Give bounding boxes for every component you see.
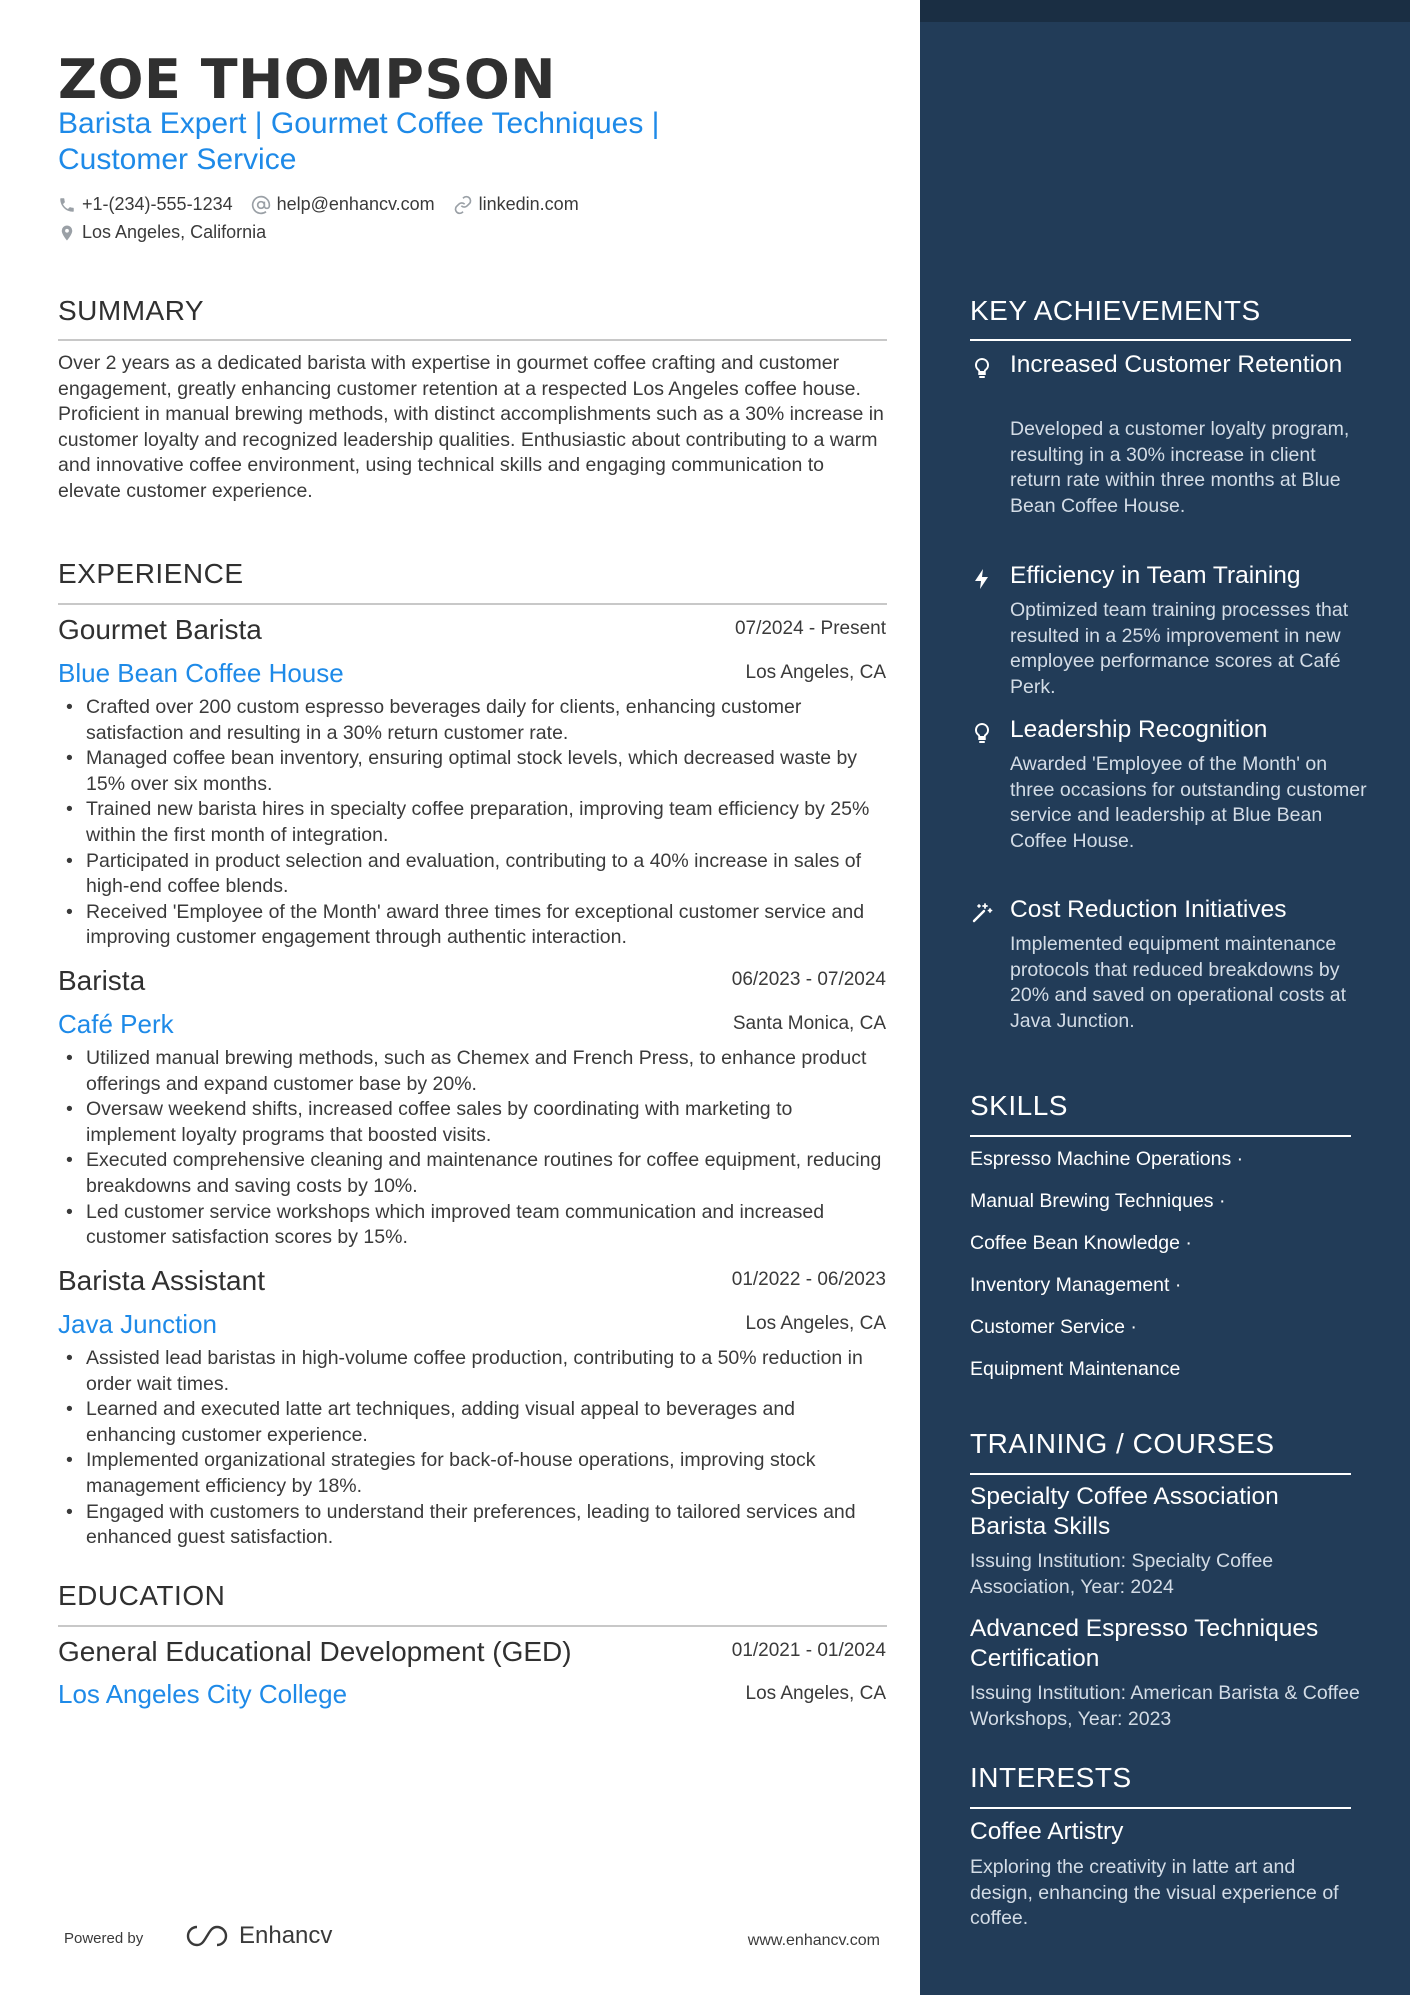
achievement-item: [970, 895, 1370, 1075]
location-row: [58, 222, 284, 243]
enhancv-logo[interactable]: [183, 1922, 332, 1950]
skill-item: Customer Service ·: [970, 1316, 1137, 1338]
bullet-item: • Implemented organizational strategies for back-of-house operations, improving stock management efficiency by 18%.: [58, 1448, 887, 1499]
powered-by-label: Powered by: [64, 1930, 144, 1947]
training-title: TRAINING / COURSES: [970, 1428, 1275, 1459]
linkedin-text: linkedin.com: [478, 194, 579, 214]
lightning-icon: [970, 567, 994, 591]
job-location: Los Angeles, CA: [745, 662, 886, 683]
link-icon: [453, 195, 473, 215]
bullet-item: • Trained new barista hires in specialty coffee preparation, improving team efficiency by 25% within the first month of integration.: [58, 797, 887, 848]
achievement-item: [970, 561, 1370, 711]
job-location: Los Angeles, CA: [745, 1313, 886, 1334]
experience-title: EXPERIENCE: [58, 558, 244, 589]
achievement-title: Leadership Recognition: [1010, 716, 1268, 743]
interests-title: INTERESTS: [970, 1762, 1132, 1793]
interest-title: Coffee Artistry: [970, 1818, 1124, 1845]
contact-row: [58, 194, 597, 215]
education-divider: [58, 1625, 887, 1627]
bullet-item: • Utilized manual brewing methods, such as Chemex and French Press, to enhance product offerings and expand customer base by 20%.: [58, 1046, 887, 1097]
headline: [58, 106, 758, 178]
job-location: Santa Monica, CA: [732, 1013, 886, 1034]
skills-divider: [970, 1135, 1351, 1137]
course-desc: Issuing Institution: Specialty Coffee Association, Year: 2024: [970, 1550, 1274, 1598]
lightbulb-icon: [970, 721, 994, 745]
bullet-item: • Engaged with customers to understand their preferences, leading to tailored services and enhanced guest satisfaction.: [58, 1500, 887, 1551]
candidate-name: ZOE THOMPSON: [58, 48, 556, 111]
job-bullets: [58, 1346, 887, 1551]
achievement-title: Cost Reduction Initiatives: [1010, 896, 1287, 923]
skill-item: Equipment Maintenance: [970, 1358, 1181, 1380]
job-date: 01/2022 - 06/2023: [731, 1269, 886, 1290]
achievement-item: [970, 350, 1370, 550]
phone-text: +1-(234)-555-1234: [82, 194, 233, 214]
achievements-divider: [970, 339, 1351, 341]
achievement-title: Efficiency in Team Training: [1010, 562, 1301, 589]
enhancv-logo-icon: [183, 1923, 231, 1949]
job-bullets: [58, 695, 887, 951]
sidebar: [920, 0, 1410, 1995]
location-text: Los Angeles, California: [82, 222, 267, 242]
contact-phone[interactable]: [58, 194, 233, 215]
training-divider: [970, 1473, 1351, 1475]
contact-linkedin[interactable]: [453, 194, 579, 215]
phone-icon: [58, 196, 76, 214]
bullet-item: • Managed coffee bean inventory, ensuring optimal stock levels, which decreased waste by 15% over six months.: [58, 746, 887, 797]
job-company[interactable]: Café Perk: [58, 1009, 174, 1039]
achievement-title: Increased Customer Retention: [1010, 351, 1343, 378]
bullet-item: • Learned and executed latte art techniques, adding visual appeal to beverages and enhancing customer experience.: [58, 1397, 887, 1448]
achievement-desc: Awarded 'Employee of the Month' on three occasions for outstanding customer service and leadership at Blue Bean Coffee House.: [1010, 753, 1367, 852]
contact-email[interactable]: [251, 194, 435, 215]
experience-divider: [58, 603, 887, 605]
course-desc: Issuing Institution: American Barista & Coffee Workshops, Year: 2023: [970, 1682, 1360, 1730]
bullet-item: • Oversaw weekend shifts, increased coffee sales by coordinating with marketing to implement loyalty programs that boosted visits.: [58, 1097, 887, 1148]
achievement-desc: Implemented equipment maintenance protocols that reduced breakdowns by 20% and saved on operational costs at Java Junction.: [1010, 933, 1347, 1032]
education-title: EDUCATION: [58, 1580, 226, 1611]
achievement-desc: Developed a customer loyalty program, resulting in a 30% increase in client return rate within three months at Blue Bean Coffee House.: [1010, 418, 1350, 517]
at-sign-icon: [251, 195, 271, 215]
job-company[interactable]: Blue Bean Coffee House: [58, 658, 344, 688]
bullet-item: • Executed comprehensive cleaning and maintenance routines for coffee equipment, reducing breakdowns and saving costs by 10%.: [58, 1148, 887, 1199]
magic-wand-icon: [970, 901, 994, 925]
contact-location: [58, 222, 266, 243]
brand-text: Enhancv: [239, 1922, 333, 1949]
map-pin-icon: [58, 223, 76, 243]
achievement-desc: Optimized team training processes that resulted in a 25% improvement in new employee performance scores at Café Perk.: [1010, 599, 1349, 698]
skills-title: SKILLS: [970, 1090, 1068, 1121]
headline-line-1: Barista Expert | Gourmet Coffee Techniques |: [58, 107, 660, 140]
bullet-item: • Assisted lead baristas in high-volume coffee production, contributing to a 50% reduction in order wait times.: [58, 1346, 887, 1397]
footer-url[interactable]: www.enhancv.com: [747, 1932, 880, 1949]
skill-item: Manual Brewing Techniques ·: [970, 1190, 1226, 1212]
achievements-title: KEY ACHIEVEMENTS: [970, 295, 1261, 326]
job-bullets: [58, 1046, 887, 1251]
interests-divider: [970, 1807, 1351, 1809]
skill-item: Inventory Management ·: [970, 1274, 1182, 1296]
course-title: Specialty Coffee Association Barista Skills: [970, 1483, 1279, 1540]
interest-desc: Exploring the creativity in latte art and design, enhancing the visual experience of coffee.: [970, 1856, 1339, 1930]
job-title: Gourmet Barista: [58, 614, 262, 645]
job-date: 07/2024 - Present: [734, 618, 886, 639]
lightbulb-icon: [970, 356, 994, 380]
education-date: 01/2021 - 01/2024: [731, 1640, 886, 1661]
email-text: help@enhancv.com: [276, 194, 435, 214]
job-title: Barista: [58, 965, 146, 996]
bullet-item: • Participated in product selection and evaluation, contributing to a 40% increase in sales of high-end coffee blends.: [58, 849, 887, 900]
summary-divider: [58, 339, 887, 341]
skill-item: Espresso Machine Operations ·: [970, 1148, 1244, 1170]
skill-item: Coffee Bean Knowledge ·: [970, 1232, 1192, 1254]
education-location: Los Angeles, CA: [745, 1683, 886, 1704]
course-title: Advanced Espresso Techniques Certification: [970, 1615, 1319, 1672]
achievement-item: [970, 715, 1370, 895]
sidebar-top-band: [920, 0, 1410, 22]
bullet-item: • Crafted over 200 custom espresso beverages daily for clients, enhancing customer satisfaction and resulting in a 30% return customer rate.: [58, 695, 887, 746]
job-company[interactable]: Java Junction: [58, 1309, 217, 1339]
bullet-item: • Received 'Employee of the Month' award three times for exceptional customer service and improving customer engagement through authentic interaction.: [58, 900, 887, 951]
job-date: 06/2023 - 07/2024: [731, 969, 886, 990]
education-school[interactable]: Los Angeles City College: [58, 1679, 348, 1709]
summary-title: SUMMARY: [58, 295, 205, 326]
education-degree: General Educational Development (GED): [58, 1636, 572, 1667]
headline-line-2: Customer Service: [58, 143, 297, 176]
job-title: Barista Assistant: [58, 1265, 265, 1296]
bullet-item: • Led customer service workshops which improved team communication and increased customer satisfaction scores by 15%.: [58, 1200, 887, 1251]
summary-text: Over 2 years as a dedicated barista with expertise in gourmet coffee crafting and customer engagement, greatly enhancing customer retention at a respected Los Angeles coffee house. Proficient in manual brewing methods, with distinct accomplishments such as a 30% increase in customer loyalty and recognized leadership qualities. Enthusiastic about contributing to a warm and innovative coffee environment, using technical skills and engaging communication to elevate customer experience.: [58, 352, 884, 502]
